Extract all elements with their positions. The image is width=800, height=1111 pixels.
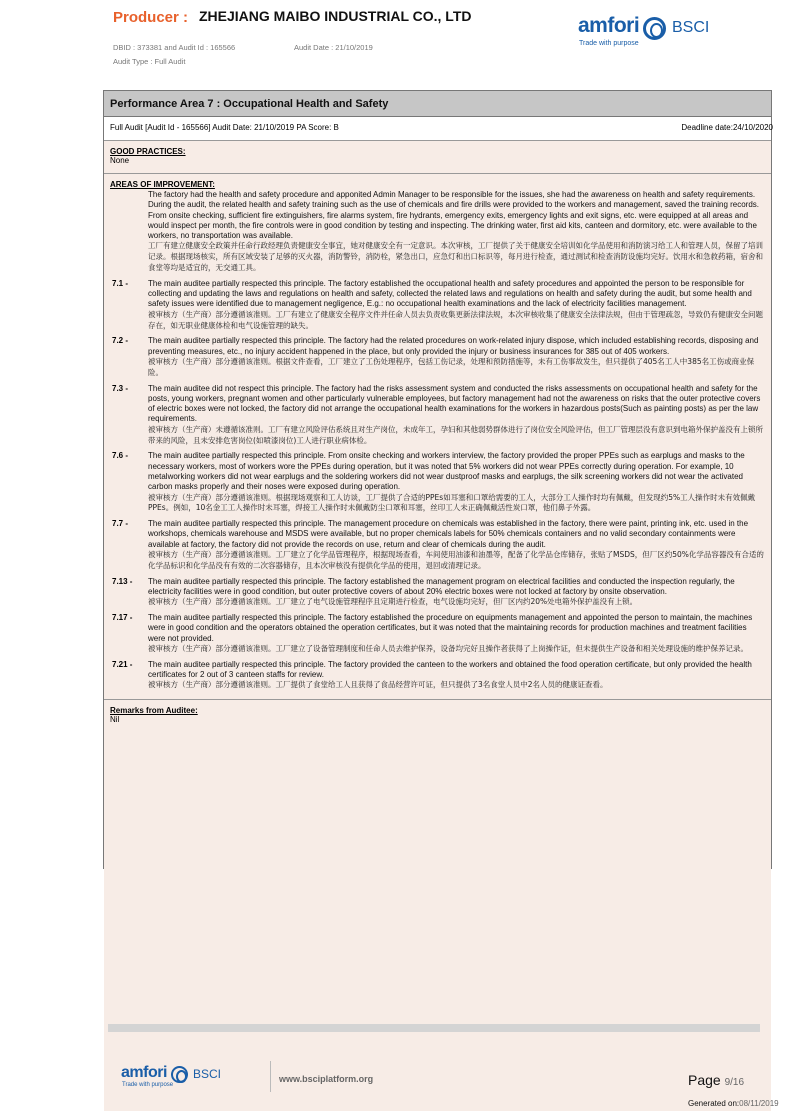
audit-type: Audit Type : Full Audit xyxy=(113,57,186,66)
item-text-en: The main auditee partially respected this principle. The factory provided the canteen to the workers and obtained the food operation certificate, but only provided the health certificates for 2 out of 3 canteen staffs for review. xyxy=(148,659,752,679)
improvement-items xyxy=(110,190,765,691)
good-practices-label: GOOD PRACTICES: xyxy=(110,147,186,156)
item-text-cn: 被审核方（生产商）部分遵循该准则。工厂建立了电气设施管理程序且定期进行检查，电气设施均完好，但厂区内约20%处电箱外保护盖没有上锁。 xyxy=(148,597,638,607)
footer-amfori-ring-icon xyxy=(171,1066,188,1083)
item-text-en: The main auditee partially respected this principle. The factory had the related procedures on work-related injury dispose, which included establishing records, disposing and preventing measures, etc., no injury accident happened in the place, but only provided the injury or business insurances for 385 out of 405 workers. xyxy=(148,336,759,356)
item-text-cn: 被审核方（生产商）部分遵循该准则。根据文件查看，工厂建立了工伤处理程序，包括工伤记录，处理和预防措施等，未有工伤事故发生，但只提供了405名工人中385名工伤或商业保险。 xyxy=(148,356,755,377)
audit-info: Full Audit [Audit Id - 165566] Audit Date: 21/10/2019 PA Score: B xyxy=(110,123,339,132)
item-text-cn: 被审核方（生产商）部分遵循该准则。工厂有建立了健康安全程序文件并任命人员去负责收集更新法律法规，本次审核收集了健康安全法律法规，但由于管理疏忽，导致仍有健康安全问题存在，如无职业健康体检和电气设施管理的缺失。 xyxy=(148,309,763,330)
producer-name: ZHEJIANG MAIBO INDUSTRIAL CO., LTD xyxy=(199,8,472,24)
item-number: 7.2 - xyxy=(112,336,129,346)
producer-label: Producer : xyxy=(113,9,189,26)
areas-of-improvement-block xyxy=(104,173,771,699)
platform-link[interactable]: www.bsciplatform.org xyxy=(279,1074,374,1084)
item-text-cn: 被审核方（生产商）部分遵循该准则。根据现场观察和工人访谈，工厂提供了合适的PPEs如耳塞和口罩给需要的工人，大部分工人操作时均有佩戴，但发现约5%工人操作时未有效佩戴PPEs。例如，10名金工工人操作时未耳塞，焊接工人操作时未佩戴防尘口罩和耳塞，丝印工人未正确佩戴活性炭口罩，他们鼻子外露。 xyxy=(148,492,756,513)
item-text-en: The factory had the health and safety procedure and apponited Admin Manager to be responsible for the issues, she had the awareness on health and safety requirements. During the audit, the related health and safety training such as the use of chemicals and fire drills were provided to the workers and management, saved the training records. From onsite checking, sufficient fire extinguishers, fire alarms system, fire hydrants, emergency exits, emergency lights and exit signs, etc. were equipped at all areas and would inspect per month, the fire controls were in good condition by testing and inspecting. The drinking water, first aid kits, canteen and dormitory, etc. were available to the workers, no transportation was available. xyxy=(148,190,760,241)
logo-word: amfori xyxy=(578,14,640,37)
item-number: 7.13 - xyxy=(112,576,133,586)
audit-info-row xyxy=(104,117,771,140)
page-label: Page xyxy=(688,1072,721,1088)
areas-label: AREAS OF IMPROVEMENT: xyxy=(110,180,215,189)
improvement-item xyxy=(110,451,765,514)
good-practices-block xyxy=(104,140,771,173)
remarks-label: Remarks from Auditee: xyxy=(110,706,198,716)
good-practices-text: None xyxy=(110,156,130,165)
logo-tagline: Trade with purpose xyxy=(579,40,639,47)
item-text-cn: 被审核方（生产商）未遵循该准则。工厂有建立风险评估系统且对生产岗位，未成年工，孕妇和其他弱势群体进行了岗位安全风险评估，但工厂管理层没有意识到电箱外保护盖没有上锁所带来的风险，且未安排危害岗位(如喷漆岗位)工人进行职业病体检。 xyxy=(148,424,763,445)
dbid-audit-id: DBID : 373381 and Audit Id : 165566 xyxy=(113,43,236,52)
item-number xyxy=(110,190,148,274)
generated-date: 08/11/2019 xyxy=(739,1099,779,1108)
footer-logo-brand: BSCI xyxy=(193,1067,222,1081)
item-body xyxy=(148,519,765,571)
item-text-en: The main auditee partially respected this principle. The factory established the management program on electrical facilities and conducted the inspection regularly, the electricity facilities were in good condition, but outer protective covers of about 20% electric boxes were not locked at factory by onsite observation. xyxy=(148,576,735,596)
page-count: 9/16 xyxy=(724,1077,745,1088)
item-number: 7.21 - xyxy=(112,659,133,669)
item-text-en: The main auditee did not respect this principle. The factory had the risks assessment system and conducted the risks assessments on occupational health and safety for the posts, young workers, pregnant women and other particularly vulnerable employees, but factory management had not the awareness on risks that the outer protective covers of electric boxes were not locked, the factory did not arrange the occupational health examinations for the workers in hazardous posts(Such as painting posts) as per the law requirements. xyxy=(148,383,761,424)
item-text-en: The main auditee partially respected this principle. The factory established the procedure on equipments management and appointed the person to maintain, the machines were in good condition and the operators obtained the operation certificates, but it was noted that the maintaining records for production machines and treatment facilities were not provided. xyxy=(148,612,753,643)
item-text-cn: 被审核方（生产商）部分遵循该准则。工厂提供了食堂给工人且获得了食品经营许可证，但只提供了3名食堂人员中2名人员的健康证查看。 xyxy=(148,680,608,690)
item-number: 7.3 - xyxy=(112,383,129,393)
item-body xyxy=(148,190,765,274)
item-number: 7.6 - xyxy=(112,451,129,461)
item-text-cn: 被审核方（生产商）部分遵循该准则。工厂建立了设备管理制度和任命人员去维护保养，设备均完好且操作者获得了上岗操作证，但未提供生产设备和相关处理设施的维护保养记录。 xyxy=(148,643,748,653)
section-title: Performance Area 7 : Occupational Health and Safety xyxy=(104,91,771,117)
deadline-date: Deadline date:24/10/2020 xyxy=(681,123,773,132)
footer-bar xyxy=(108,1024,760,1032)
item-text-en: The main auditee partially respected this principle. From onsite checking and workers interview, the factory provided the proper PPEs such as earplugs and masks to the necessary workers, most of workers wore the PPEs during operation, but it was noted that 5% workers did not wear PPEs correctly during operation. For example, 10 metalworking workers did not wear earplugs and the soldering workers did not wear dustproof masks and earplugs, the silk screening workers did not wear the activated carbon masks properly and their noses were exposed during operation. xyxy=(148,451,745,492)
improvement-item xyxy=(110,384,765,447)
amfori-bsci-logo xyxy=(578,14,738,50)
item-body xyxy=(148,613,765,655)
item-body xyxy=(148,279,765,331)
footer-divider xyxy=(270,1061,271,1092)
page-number xyxy=(688,1072,744,1088)
improvement-item xyxy=(110,613,765,655)
item-text-cn: 工厂有建立健康安全政策并任命行政经理负责健康安全事宜，她对健康安全有一定意识。本次审核，工厂提供了关于健康安全培训如化学品使用和消防演习给工人和管理人员，保留了培训记录。根据现场核实，所有区域安装了足够的灭火器，消防警铃，消防栓，紧急出口，应急灯和出口标识等，每月进行检查，通过测试和检查消防设施均完好。饮用水和急救药箱，宿舍和食堂等均是适宜的，无交通工具。 xyxy=(148,241,763,273)
footer-amfori-bsci-logo xyxy=(121,1064,251,1094)
performance-area-panel xyxy=(103,90,772,869)
page-header xyxy=(0,0,800,80)
item-number: 7.1 - xyxy=(112,278,129,288)
improvement-item xyxy=(110,519,765,571)
remarks-block xyxy=(104,699,771,1111)
improvement-item xyxy=(110,577,765,608)
audit-date: Audit Date : 21/10/2019 xyxy=(294,43,373,52)
generated-label: Generated on: xyxy=(688,1099,740,1108)
remarks-text: Nil xyxy=(110,715,120,725)
improvement-item xyxy=(110,336,765,378)
item-number: 7.17 - xyxy=(112,612,133,622)
footer-logo-tagline: Trade with purpose xyxy=(122,1082,174,1088)
item-text-en: The main auditee partially respected this principle. The management procedure on chemicals was established in the factory, there were paint, printing ink, etc. used in the workshops, chemicals warehouse and MSDS were available, but no proper chemicals labels for 50% chemicals containers and no valid secondary containments were available at factory, the factory did not provide the records on use, return and clear of chemicals during the audit. xyxy=(148,519,749,549)
improvement-item xyxy=(110,190,765,274)
generated-on xyxy=(688,1099,779,1108)
item-number: 7.7 - xyxy=(112,519,129,529)
improvement-item xyxy=(110,279,765,331)
item-body xyxy=(148,384,765,447)
item-body xyxy=(148,660,765,691)
item-text-en: The main auditee partially respected this principle. The factory established the occupational health and safety procedures and appointed the person to be responsible for collecting and updating the laws and regulations on health and safety, collected the related laws and regulations on health and safety during the audit, but some health and safety issues were identified due to management negligence, E.g.: no occupational health examinations and the lack of electricity facilities management. xyxy=(148,278,752,309)
item-text-cn: 被审核方（生产商）部分遵循该准则。工厂建立了化学品管理程序，根据现场查看，车间使用油漆和油墨等，配备了化学品仓库储存，张贴了MSDS，但厂区约50%化学品容器没有合适的化学品标识和化学品没有有效的二次容器储存，且本次审核没有提供化学品的使用，退回或清理记录。 xyxy=(148,550,764,570)
item-body xyxy=(148,336,765,378)
footer-logo-word: amfori xyxy=(121,1064,167,1081)
item-body xyxy=(148,577,765,608)
amfori-ring-icon xyxy=(643,17,666,40)
improvement-item xyxy=(110,660,765,691)
logo-brand: BSCI xyxy=(672,19,710,36)
item-body xyxy=(148,451,765,514)
